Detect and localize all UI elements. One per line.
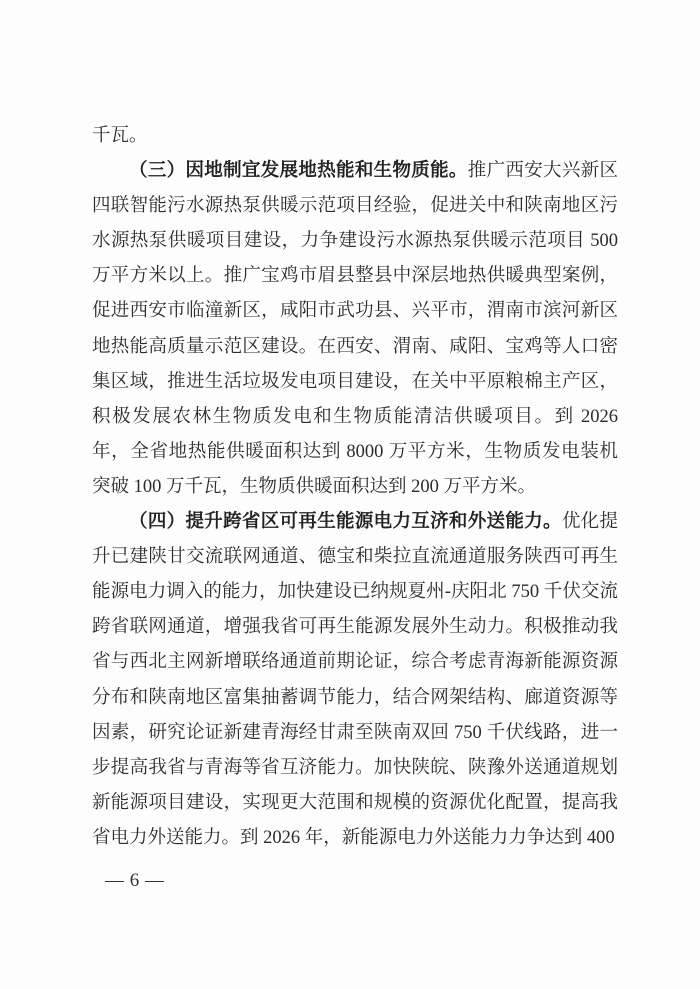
continuation-text: 千瓦。 xyxy=(92,126,148,146)
section-3-paragraph xyxy=(92,154,618,505)
page-number: — 6 — xyxy=(105,870,165,891)
section-4-heading: （四）提升跨省区可再生能源电力互济和外送能力。 xyxy=(129,512,562,533)
continuation-paragraph xyxy=(92,119,618,154)
document-text-block xyxy=(92,119,618,856)
section-4-paragraph xyxy=(92,505,618,856)
section-3-heading: （三）因地制宜发展地热能和生物质能。 xyxy=(129,161,468,182)
section-4-body: 优化提升已建陕甘交流联网通道、德宝和柴拉直流通道服务陕西可再生能源电力调入的能力，加快建设已纳规夏州-庆阳北 750 千伏交流跨省联网通道，增强我省可再生能源发展外生动力。积极推动我省与西北主网新增联络通道前期论证，综合考虑青海新能源资源分布和陕南地区富集抽蓄调节能力，结合网架结构、廊道资源等因素，研究论证新建青海经甘肃至陕南双回 750 千伏线路，进一步提高我省与青海等省互济能力。加快陕皖、陕豫外送通道规划新能源项目建设，实现更大范围和规模的资源优化配置，提高我省电力外送能力。到 2026 年，新能源电力外送能力力争达到 400 xyxy=(92,512,618,848)
section-3-body: 推广西安大兴新区四联智能污水源热泵供暖示范项目经验，促进关中和陕南地区污水源热泵供暖项目建设，力争建设污水源热泵供暖示范项目 500 万平方米以上。推广宝鸡市眉县整县中深层地热供暖典型案例，促进西安市临潼新区，咸阳市武功县、兴平市，渭南市滨河新区地热能高质量示范区建设。在西安、渭南、咸阳、宝鸡等人口密集区域，推进生活垃圾发电项目建设，在关中平原粮棉主产区，积极发展农林生物质发电和生物质能清洁供暖项目。到 2026 年，全省地热能供暖面积达到 8000 万平方米，生物质发电装机突破 100 万千瓦，生物质供暖面积达到 200 万平方米。 xyxy=(92,161,618,497)
